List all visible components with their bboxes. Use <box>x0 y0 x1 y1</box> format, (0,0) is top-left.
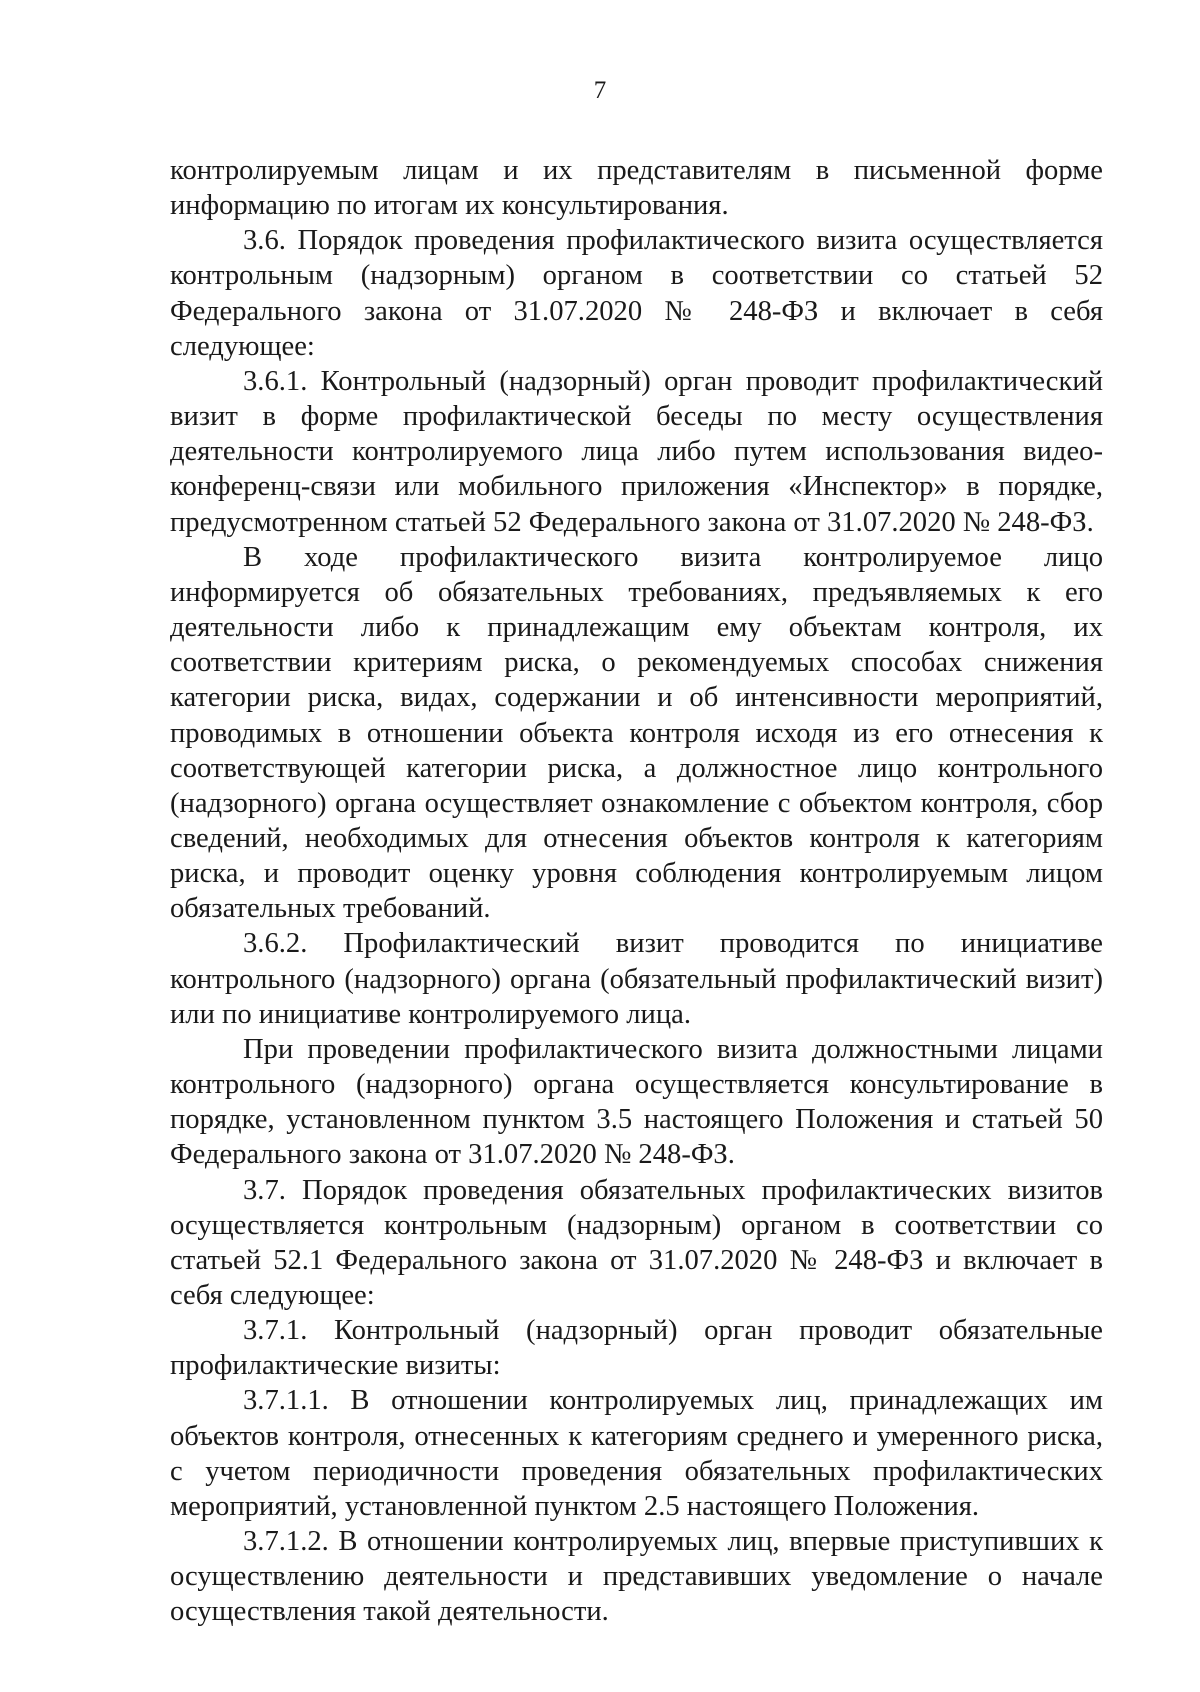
page-number: 7 <box>593 77 607 104</box>
paragraph-3-6-1: 3.6.1. Контрольный (надзорный) орган проводит профилактический визит в форме профилактической беседы по месту осуществления деятельности контролируемого лица либо путем использования видео-конференц-связи или мобильного приложения «Инспектор» в порядке, предусмотренном статьей 52 Федерального закона от 31.07.2020 № 248-ФЗ. <box>170 365 1103 538</box>
paragraph-continuation: контролируемым лицам и их представителям в письменной форме информацию по итогам их консультирования. <box>170 155 1103 222</box>
paragraph-3-7-1-2: 3.7.1.2. В отношении контролируемых лиц, впервые приступивших к осуществлению деятельности и представивших уведомление о начале осуществления такой деятельности. <box>170 1526 1103 1628</box>
paragraph-3-7: 3.7. Порядок проведения обязательных профилактических визитов осуществляется контрольным (надзорным) органом в соответствии со статьей 52.1 Федерального закона от 31.07.2020 № 248-ФЗ и включает в себя следующее: <box>170 1174 1103 1311</box>
paragraph-3-7-1: 3.7.1. Контрольный (надзорный) орган проводит обязательные профилактические визиты: <box>170 1315 1103 1382</box>
document-body <box>170 153 1103 1630</box>
paragraph-consulting: При проведении профилактического визита должностными лицами контрольного (надзорного) органа осуществляется консультирование в порядке, установленном пунктом 3.5 настоящего Положения и статьей 50 Федерального закона от 31.07.2020 № 248-ФЗ. <box>170 1033 1103 1171</box>
paragraph-3-7-1-1: 3.7.1.1. В отношении контролируемых лиц, принадлежащих им объектов контроля, отнесенных к категориям среднего и умеренного риска, с учетом периодичности проведения обязательных профилактических мероприятий, установленной пунктом 2.5 настоящего Положения. <box>170 1385 1103 1522</box>
paragraph-3-6-2: 3.6.2. Профилактический визит проводится по инициативе контрольного (надзорного) органа (обязательный профилактический визит) или по инициативе контролируемого лица. <box>170 928 1103 1030</box>
paragraph-visit-info: В ходе профилактического визита контролируемое лицо информируется об обязательных требованиях, предъявляемых к его деятельности либо к принадлежащим ему объектам контроля, их соответствии критериям риска, о рекомендуемых способах снижения категории риска, видах, содержании и об интенсивности мероприятий, проводимых в отношении объекта контроля исходя из его отнесения к соответствующей категории риска, а должностное лицо контрольного (надзорного) органа осуществляет ознакомление с объектом контроля, сбор сведений, необходимых для отнесения объектов контроля к категориям риска, и проводит оценку уровня соблюдения контролируемым лицом обязательных требований. <box>170 541 1103 925</box>
paragraph-3-6: 3.6. Порядок проведения профилактического визита осуществляется контрольным (надзорным) органом в соответствии со статьей 52 Федерального закона от 31.07.2020 № 248-ФЗ и включает в себя следующее: <box>170 225 1103 362</box>
